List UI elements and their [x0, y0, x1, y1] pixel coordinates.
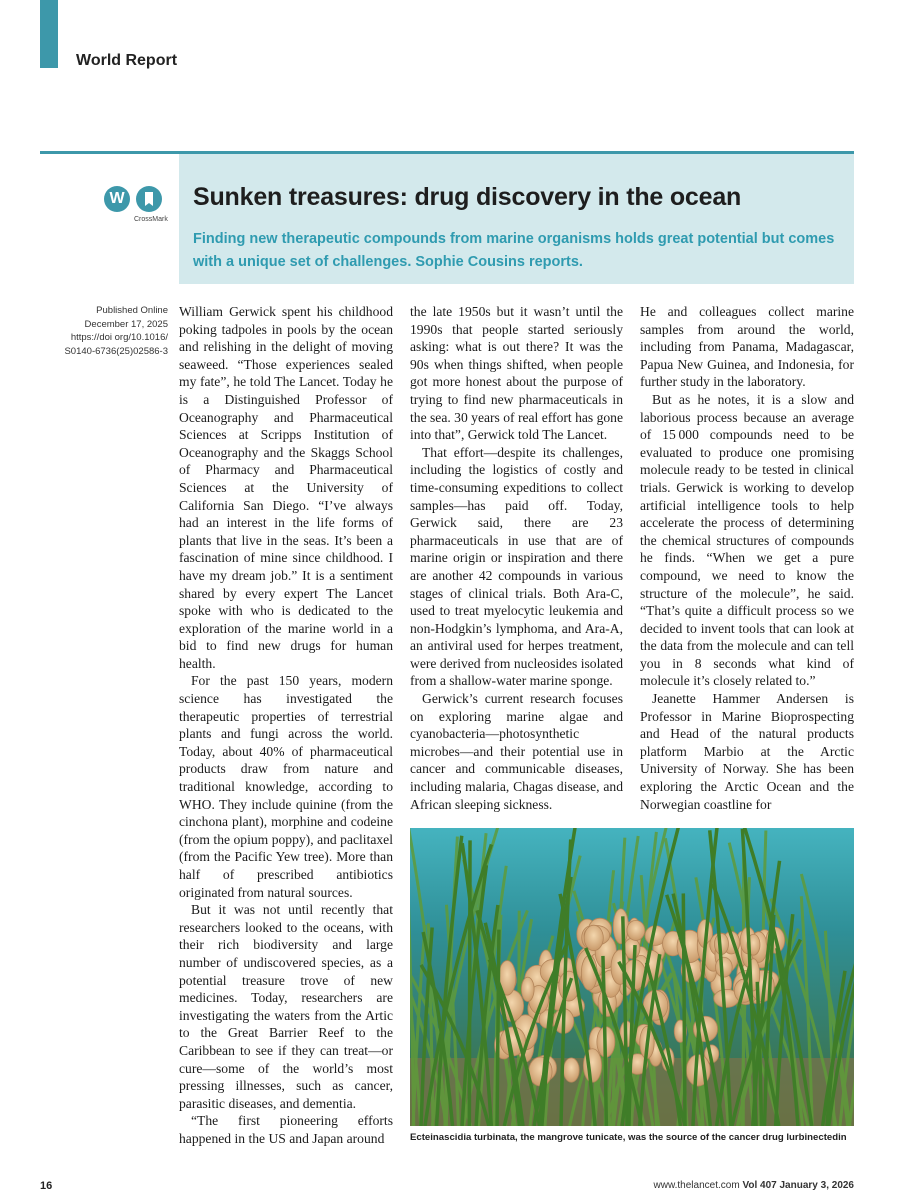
page-number: 16: [40, 1180, 53, 1192]
body-column-1: [179, 303, 393, 1148]
tunicate-zooid: [627, 920, 645, 940]
tunicate-zooid: [613, 909, 628, 944]
paragraph: William Gerwick spent his childhood poking tadpoles in pools by the ocean and relishing in the delight of moving seaweed. “Those experiences sealed my fate”, he told The Lancet. Today he is a Distinguished Professor of Oceanography and Pharmaceutical Sciences at Scripps Institution of Oceanography and the Skaggs School of Pharmacy and Pharmaceutical Sciences at the University of California San Diego. “I’ve always had an interest in the life forms of plants that live in the seas. It’s been a fascination of mine since childhood. I have my dream job.” It is a sentiment shared by every expert The Lancet spoke with who is dedicated to the exploration of the marine world in a bid to find new drugs for human health.: [179, 304, 393, 671]
published-date: December 17, 2025: [84, 318, 168, 330]
crossmark-icon[interactable]: [136, 186, 162, 212]
tunicate-zooid: [584, 925, 603, 950]
paragraph: He and colleagues collect marine samples from around the world, including from Panama, Madagascar, Papua New Guinea, and Indonesia, for further study in the laboratory.: [640, 304, 854, 390]
crossmark-label: CrossMark: [134, 216, 168, 223]
section-label: World Report: [76, 52, 178, 69]
paragraph: the late 1950s but it wasn’t until the 1990s that people started seriously asking: what is out there? It was the 90s when things shifted, when people got more honest about the purpose of trying to find new pharmaceuticals in the sea. 30 years of real effort has gone into that”, Gerwick told The Lancet.: [410, 304, 624, 443]
paragraph: But as he notes, it is a slow and laborious process because an average of 15 000 compounds need to be evaluated to produce one promising molecule ready to be tested in clinical trials. Gerwick is working to develop artificial intelligence tools to help accelerate the process of determining the chemical structures of compounds he finds. “When we get a pure compound, we need to know the structure of the molecule”, he said. “That’s quite a difficult process so we decided to invent tools that can look at the data from the molecule and can tell you in 8 seconds what kind of molecule it’s closely related to.”: [640, 391, 854, 689]
journal-footer: [654, 1180, 855, 1191]
paragraph: Jeanette Hammer Andersen is Professor in Marine Bioprospecting and Head of the natural products platform Marbio at the Arctic University of Norway. She has been exploring the Arctic Ocean and the Norwegian coastline for: [640, 691, 854, 812]
journal-url[interactable]: www.thelancet.com: [653, 1180, 740, 1191]
paragraph: “The first pioneering efforts happened in the US and Japan around: [179, 1113, 393, 1146]
published-online-label: Published Online: [96, 305, 168, 316]
article-title: Sunken treasures: drug discovery in the ocean: [193, 183, 742, 211]
seagrass-blade: [497, 930, 499, 1126]
paragraph: That effort—despite its challenges, including the logistics of costly and time-consuming expeditions to collect samples—has paid off. Today, Gerwick said, there are 23 pharmaceuticals in use that are of marine origin or inspiration and there are another 42 compounds in various stages of clinical trials. Both Ara-C, used to treat myelocytic leukemia and non-Hodgkin’s lymphoma, and Ara-A, an antiviral used for herpes treatment, were derived from nucleosides isolated from a shallow-water marine sponge.: [410, 444, 623, 689]
volume: Vol 407: [742, 1180, 777, 1191]
open-access-icon[interactable]: W: [104, 186, 130, 212]
figure-caption: Ecteinascidia turbinata, the mangrove tunicate, was the source of the cancer drug lurbinectedin: [410, 1132, 847, 1143]
tunicate-zooid: [715, 957, 732, 977]
seagrass-blade: [683, 893, 685, 1126]
paragraph: For the past 150 years, modern science has investigated the therapeutic properties of terrestrial plants and fungi across the world. Today, about 40% of pharmaceutical products draw from nature and traditional knowledge, according to WHO. They include quinine (from the cinchona plant), morphine and codeine (from the opium poppy), and paclitaxel (from the Pacific Yew tree). More than half of prescribed antibiotics originated from natural sources.: [179, 673, 393, 900]
body-column-2: [410, 303, 623, 813]
tunicate-zooid: [521, 977, 534, 1001]
publication-info: [40, 304, 168, 358]
doi-link-suffix[interactable]: S0140-6736(25)02586-3: [64, 345, 168, 357]
paragraph: Gerwick’s current research focuses on exploring marine algae and cyanobacteria—photosynthetic microbes—and their potential use in cancer and communicable diseases, including malaria, Chagas disease, and African sleeping sickness.: [410, 691, 623, 812]
article-logos: [104, 186, 168, 230]
tunicate-photo: [410, 828, 854, 1126]
tunicate-zooid: [563, 1058, 579, 1082]
issue-date: January 3, 2026: [779, 1180, 854, 1191]
paragraph: But it was not until recently that researchers looked to the oceans, with their rich biodiversity and large number of undiscovered species, as a potential treasure trove of new medicines. Today, researchers are investigating the waters from the Artic to the Great Barrier Reef to the Caribbean to see if they can treat—or cure—some of the world’s most pressing illnesses, such as cancer, parasitic diseases, and dementia.: [179, 902, 393, 1111]
article-standfirst: Finding new therapeutic compounds from marine organisms holds great potential but comes with a unique set of challenges. Sophie Cousins reports.: [193, 231, 835, 270]
body-column-3: [640, 303, 854, 813]
section-color-bar: [40, 0, 58, 68]
doi-link[interactable]: https://doi org/10.1016/: [70, 332, 168, 343]
